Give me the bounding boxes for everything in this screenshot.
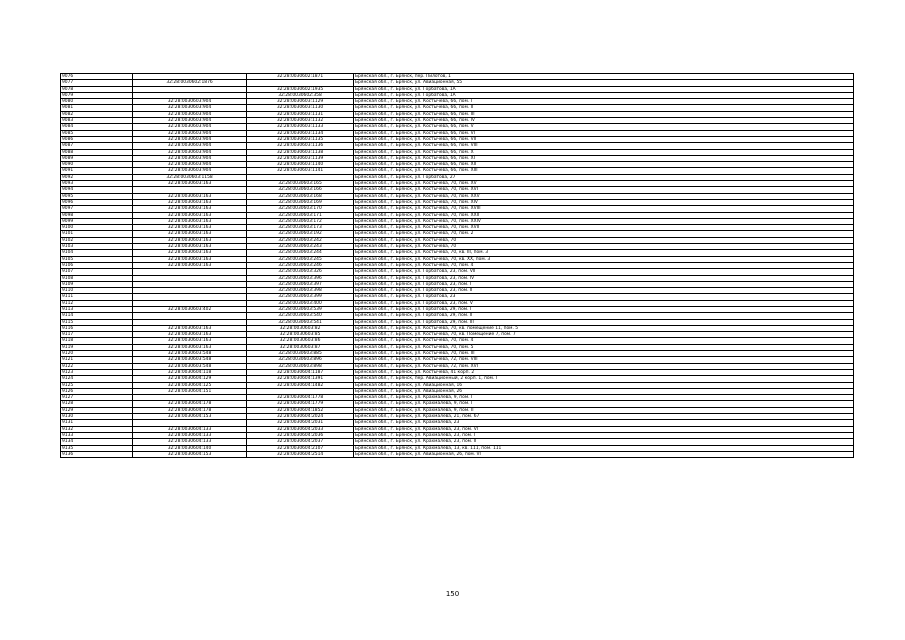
address-cell: Брянская обл., г. Брянск, ул. Костычева, 70, пом. XVII <box>354 225 854 231</box>
cadastral-number-cell: 32:28:0030603:170 <box>247 206 354 212</box>
table-row <box>61 451 854 457</box>
row-number-cell: 9119 <box>61 344 133 350</box>
address-cell: Брянская обл., г. Брянск, ул. Костычева, 66, пом. X <box>354 149 854 155</box>
cadastral-number-cell: 32:28:0030603:1139 <box>247 155 354 161</box>
parent-cadastral-number-cell: 32:28:0030603:904 <box>133 130 247 136</box>
address-cell: Брянская обл., г. Брянск, ул. Костычева, 70 <box>354 244 854 250</box>
cadastral-number-cell: 32:28:0030603:245 <box>247 256 354 262</box>
row-number-cell: 9088 <box>61 149 133 155</box>
row-number-cell: 9077 <box>61 80 133 86</box>
row-number-cell: 9078 <box>61 86 133 92</box>
cadastral-number-cell: 32:28:0030603:243 <box>247 244 354 250</box>
cadastral-number-cell: 32:28:0030604:2024 <box>247 414 354 420</box>
page-number: 150 <box>445 590 460 598</box>
parent-cadastral-number-cell: 32:28:0030603:904 <box>133 105 247 111</box>
address-cell: Брянская обл., г. Брянск, ул. Крахмалёва, 9, пом. I <box>354 395 854 401</box>
parent-cadastral-number-cell: 32:28:0030604:125 <box>133 382 247 388</box>
address-cell: Брянская обл., г. Брянск, ул. Костычева, 70, кв. помещение 11, пом. 5 <box>354 325 854 331</box>
row-number-cell: 9124 <box>61 376 133 382</box>
row-number-cell: 9132 <box>61 426 133 432</box>
address-cell: Брянская обл., г. Брянск, ул. Крахмалёва, 13, кв. 111, пом. 111 <box>354 445 854 451</box>
row-number-cell: 9104 <box>61 250 133 256</box>
row-number-cell: 9121 <box>61 357 133 363</box>
row-number-cell: 9116 <box>61 325 133 331</box>
cadastral-number-cell: 32:28:0030603:1131 <box>247 111 354 117</box>
address-cell: Брянская обл., г. Брянск, ул. Крахмалёва, 23, пом. VI <box>354 426 854 432</box>
address-cell: Брянская обл., г. Брянск, ул. Костычева, 70, пом. XIV <box>354 199 854 205</box>
address-cell: Брянская обл., г. Брянск, ул. Горбатова, 29, пом. III <box>354 319 854 325</box>
row-number-cell: 9135 <box>61 445 133 451</box>
cadastral-number-cell: 32:28:0030604:1187 <box>247 369 354 375</box>
row-number-cell: 9097 <box>61 206 133 212</box>
parent-cadastral-number-cell: 32:28:0030603:904 <box>133 149 247 155</box>
cadastral-number-cell: 32:28:0030603:397 <box>247 281 354 287</box>
parent-cadastral-number-cell: 32:28:0030603:163 <box>133 212 247 218</box>
cadastral-number-cell: 32:28:0030603:1138 <box>247 149 354 155</box>
row-number-cell: 9093 <box>61 181 133 187</box>
parent-cadastral-number-cell: 32:28:0030603:904 <box>133 99 247 105</box>
cadastral-number-cell: 32:28:0030603:169 <box>247 199 354 205</box>
address-cell: Брянская обл., г. Брянск, ул. Костычева, 70, пом. XXV <box>354 193 854 199</box>
parent-cadastral-number-cell: 32:28:0030604:129 <box>133 376 247 382</box>
address-cell: Брянская обл., г. Брянск, ул. Костычева, 70, пом. XVIII <box>354 206 854 212</box>
row-number-cell: 9076 <box>61 74 133 80</box>
row-number-cell: 9128 <box>61 401 133 407</box>
parent-cadastral-number-cell: 32:28:0030604:153 <box>133 414 247 420</box>
parent-cadastral-number-cell: 32:28:0030603:548 <box>133 363 247 369</box>
cadastral-number-cell: 32:28:0030603:165 <box>247 181 354 187</box>
cadastral-number-cell: 32:28:0030603:1140 <box>247 162 354 168</box>
address-cell: Брянская обл., г. Брянск, ул. Горбатова, 1А <box>354 92 854 98</box>
cadastral-number-cell: 32:28:0030604:1779 <box>247 401 354 407</box>
row-number-cell: 9115 <box>61 319 133 325</box>
row-number-cell: 9087 <box>61 143 133 149</box>
cadastral-number-cell: 32:28:0030603:168 <box>247 193 354 199</box>
cadastral-number-cell: 32:28:0030603:1135 <box>247 136 354 142</box>
cadastral-number-cell: 32:28:0030603:242 <box>247 237 354 243</box>
cadastral-number-cell: 32:28:0030603:192 <box>247 231 354 237</box>
address-cell: Брянская обл., г. Брянск, ул. Костычева, 66, пом. IV <box>354 118 854 124</box>
address-cell: Брянская обл., г. Брянск, ул. Костычева, 70, пом. XXII <box>354 212 854 218</box>
address-cell: Брянская обл., г. Брянск, ул. Костычева, 72, пом. VIII <box>354 357 854 363</box>
address-cell: Брянская обл., г. Брянск, ул. Крахмалёва, 21, пом. 67 <box>354 414 854 420</box>
address-cell: Брянская обл., г. Брянск, ул. Горбатова, 23, пом. V <box>354 300 854 306</box>
parent-cadastral-number-cell: 32:28:0030604:140 <box>133 445 247 451</box>
parent-cadastral-number-cell: 32:28:0030603:163 <box>133 199 247 205</box>
row-number-cell: 9102 <box>61 237 133 243</box>
cadastral-number-cell: 32:28:0030604:1778 <box>247 395 354 401</box>
row-number-cell: 9114 <box>61 313 133 319</box>
parent-cadastral-number-cell: 32:28:0030604:118 <box>133 369 247 375</box>
cadastral-number-cell: 32:28:0030604:2514 <box>247 451 354 457</box>
cadastral-number-cell: 32:28:0030603:85 <box>247 332 354 338</box>
row-number-cell: 9083 <box>61 118 133 124</box>
row-number-cell: 9129 <box>61 407 133 413</box>
parent-cadastral-number-cell: 32:28:0030604:153 <box>133 451 247 457</box>
row-number-cell: 9095 <box>61 193 133 199</box>
row-number-cell: 9091 <box>61 168 133 174</box>
address-cell: Брянская обл., г. Брянск, ул. Костычева, 70, кв. Помещение 7, пом. 7 <box>354 332 854 338</box>
address-cell: Брянская обл., г. Брянск, ул. Костычева, 70, пом. III <box>354 351 854 357</box>
parent-cadastral-number-cell: 32:28:0030604:151 <box>133 388 247 394</box>
cadastral-number-cell: 32:28:0030603:540 <box>247 313 354 319</box>
parent-cadastral-number-cell: 32:28:0030603:163 <box>133 344 247 350</box>
row-number-cell: 9094 <box>61 187 133 193</box>
row-number-cell: 9123 <box>61 369 133 375</box>
parent-cadastral-number-cell: 32:28:0030603:904 <box>133 162 247 168</box>
parent-cadastral-number-cell: 32:28:0030603:904 <box>133 155 247 161</box>
row-number-cell: 9080 <box>61 99 133 105</box>
address-cell: Брянская обл., г. Брянск, ул. Авиационная, 26, пом. VI <box>354 451 854 457</box>
cadastral-number-cell: 32:28:0030603:539 <box>247 306 354 312</box>
cadastral-number-cell: 32:28:0030603:1129 <box>247 99 354 105</box>
parent-cadastral-number-cell: 32:28:0030604:133 <box>133 439 247 445</box>
row-number-cell: 9110 <box>61 288 133 294</box>
row-number-cell: 9112 <box>61 300 133 306</box>
cadastral-number-cell: 32:28:0030604:1391 <box>247 376 354 382</box>
parent-cadastral-number-cell: 32:28:0030603:163 <box>133 237 247 243</box>
address-cell: Брянская обл., г. Брянск, ул. Костычева, 70, кв. III, пом. 3 <box>354 250 854 256</box>
cadastral-number-cell: 32:28:0030604:1852 <box>247 407 354 413</box>
address-cell: Брянская обл., г. Брянск, ул. Горбатова, 29, пом. I <box>354 306 854 312</box>
row-number-cell: 9085 <box>61 130 133 136</box>
parent-cadastral-number-cell: 32:28:0030604:133 <box>133 426 247 432</box>
address-cell: Брянская обл., г. Брянск, ул. Костычева, 66, пом. XI <box>354 155 854 161</box>
row-number-cell: 9133 <box>61 432 133 438</box>
cadastral-number-cell: 32:28:0030603:1134 <box>247 130 354 136</box>
parent-cadastral-number-cell: 32:28:0030603:163 <box>133 181 247 187</box>
address-cell: Брянская обл., г. Брянск, ул. Крахмалёва, 9, пом. I <box>354 401 854 407</box>
cadastral-number-cell: 32:28:0030603:896 <box>247 357 354 363</box>
cadastral-number-cell: 32:28:0030603:166 <box>247 187 354 193</box>
cadastral-number-cell: 32:28:0030603:898 <box>247 363 354 369</box>
address-cell: Брянская обл., г. Брянск, ул. Костычева, 66, пом. XIII <box>354 168 854 174</box>
parent-cadastral-number-cell: 32:28:0030603:163 <box>133 225 247 231</box>
address-cell: Брянская обл., г. Брянск, ул. Крахмалёва, 23, пом. II <box>354 439 854 445</box>
address-cell: Брянская обл., г. Брянск, ул. Авиационная, 26 <box>354 388 854 394</box>
address-cell: Брянская обл., г. Брянск, ул. Костычева, 70, пом. XVI <box>354 187 854 193</box>
row-number-cell: 9113 <box>61 306 133 312</box>
cadastral-number-cell: 32:28:0030602:1871 <box>247 74 354 80</box>
row-number-cell: 9089 <box>61 155 133 161</box>
cadastral-number-cell: 32:28:0030603:396 <box>247 275 354 281</box>
address-cell: Брянская обл., г. Брянск, ул. Горбатова, 1А <box>354 86 854 92</box>
parent-cadastral-number-cell: 32:28:0030603:163 <box>133 332 247 338</box>
row-number-cell: 9086 <box>61 136 133 142</box>
cadastral-number-cell: 32:28:0030603:173 <box>247 225 354 231</box>
cadastral-number-cell: 32:28:0030603:326 <box>247 269 354 275</box>
address-cell: Брянская обл., г. Брянск, ул. Костычева, 70, пом. XV <box>354 181 854 187</box>
cadastral-number-cell: 32:28:0030603:172 <box>247 218 354 224</box>
cadastral-number-cell: 32:28:0030604:2036 <box>247 432 354 438</box>
row-number-cell: 9108 <box>61 275 133 281</box>
address-cell: Брянская обл., г. Брянск, ул. Костычева, 70, пом. 2 <box>354 231 854 237</box>
address-cell: Брянская обл., г. Брянск, ул. Костычева, 70, пом. 4 <box>354 262 854 268</box>
cadastral-number-cell: 32:28:0030603:541 <box>247 319 354 325</box>
row-number-cell: 9120 <box>61 351 133 357</box>
address-cell: Брянская обл., г. Брянск, ул. Костычева, 41 корп. 2 <box>354 369 854 375</box>
row-number-cell: 9081 <box>61 105 133 111</box>
row-number-cell: 9084 <box>61 124 133 130</box>
cadastral-number-cell: 32:28:0030602:358 <box>247 92 354 98</box>
address-cell: Брянская обл., г. Брянск, ул. Горбатова, 27 <box>354 174 854 180</box>
row-number-cell: 9103 <box>61 244 133 250</box>
row-number-cell: 9107 <box>61 269 133 275</box>
cadastral-number-cell: 32:28:0030603:1130 <box>247 105 354 111</box>
row-number-cell: 9101 <box>61 231 133 237</box>
parent-cadastral-number-cell: 32:28:0030604:133 <box>133 432 247 438</box>
address-cell: Брянская обл., г. Брянск, ул. Крахмалёва, 9, пом. II <box>354 407 854 413</box>
cadastral-number-cell: 32:28:0030603:82 <box>247 325 354 331</box>
address-cell: Брянская обл., г. Брянск, ул. Авиационная, 55 <box>354 80 854 86</box>
address-cell: Брянская обл., г. Брянск, ул. Костычева, 70, кв. XX, пом. 3 <box>354 256 854 262</box>
row-number-cell: 9136 <box>61 451 133 457</box>
cadastral-number-cell: 32:28:0030603:246 <box>247 262 354 268</box>
parent-cadastral-number-cell: 32:28:0030603:548 <box>133 351 247 357</box>
row-number-cell: 9090 <box>61 162 133 168</box>
parent-cadastral-number-cell: 32:28:0030603:163 <box>133 231 247 237</box>
cadastral-number-cell: 32:28:0030604:2107 <box>247 445 354 451</box>
parent-cadastral-number-cell: 32:28:0030603:1158 <box>133 174 247 180</box>
row-number-cell: 9130 <box>61 414 133 420</box>
row-number-cell: 9082 <box>61 111 133 117</box>
address-cell: Брянская обл., г. Брянск, ул. Костычева, 66, пом. VI <box>354 130 854 136</box>
address-cell: Брянская обл., г. Брянск, ул. Костычева, 66, пом. III <box>354 111 854 117</box>
parent-cadastral-number-cell: 32:28:0030603:904 <box>133 124 247 130</box>
row-number-cell: 9105 <box>61 256 133 262</box>
parent-cadastral-number-cell: 32:28:0030603:904 <box>133 143 247 149</box>
row-number-cell: 9109 <box>61 281 133 287</box>
parent-cadastral-number-cell: 32:28:0030604:178 <box>133 407 247 413</box>
cadastral-number-cell: 32:28:0030603:399 <box>247 294 354 300</box>
address-cell: Брянская обл., г. Брянск, ул. Костычева, 66, пом. XII <box>354 162 854 168</box>
parent-cadastral-number-cell: 32:28:0030603:904 <box>133 111 247 117</box>
cadastral-number-cell: 32:28:0030603:400 <box>247 300 354 306</box>
parent-cadastral-number-cell: 32:28:0030603:163 <box>133 206 247 212</box>
address-cell: Брянская обл., г. Брянск, ул. Горбатова, 23, пом. II <box>354 288 854 294</box>
parent-cadastral-number-cell: 32:28:0030603:163 <box>133 250 247 256</box>
parent-cadastral-number-cell: 32:28:0030603:904 <box>133 136 247 142</box>
row-number-cell: 9111 <box>61 294 133 300</box>
parent-cadastral-number-cell: 32:28:0030603:163 <box>133 218 247 224</box>
row-number-cell: 9118 <box>61 338 133 344</box>
cadastral-number-cell: 32:28:0030603:244 <box>247 250 354 256</box>
cadastral-number-cell: 32:28:0030604:1482 <box>247 382 354 388</box>
cadastral-number-cell: 32:28:0030602:1935 <box>247 86 354 92</box>
cadastral-number-cell: 32:28:0030604:2033 <box>247 426 354 432</box>
address-cell: Брянская обл., г. Брянск, ул. Костычева, 70, пом. XXIV <box>354 218 854 224</box>
row-number-cell: 9127 <box>61 395 133 401</box>
row-number-cell: 9079 <box>61 92 133 98</box>
address-cell: Брянская обл., г. Брянск, ул. Крахмалёва, 23, пом. I <box>354 432 854 438</box>
row-number-cell: 9134 <box>61 439 133 445</box>
address-cell: Брянская обл., г. Брянск, ул. Горбатова, 29, пом. II <box>354 313 854 319</box>
address-cell: Брянская обл., г. Брянск, ул. Костычева, 66, пом. V <box>354 124 854 130</box>
address-cell: Брянская обл., г. Брянск, ул. Костычева, 66, пом. II <box>354 105 854 111</box>
cadastral-number-cell: 32:28:0030603:885 <box>247 351 354 357</box>
row-number-cell: 9125 <box>61 382 133 388</box>
parent-cadastral-number-cell: 32:28:0030603:163 <box>133 262 247 268</box>
parent-cadastral-number-cell: 32:28:0030603:904 <box>133 168 247 174</box>
address-cell: Брянская обл., г. Брянск, ул. Горбатова, 23 <box>354 294 854 300</box>
parent-cadastral-number-cell: 32:28:0030604:178 <box>133 401 247 407</box>
row-number-cell: 9092 <box>61 174 133 180</box>
row-number-cell: 9126 <box>61 388 133 394</box>
address-cell: Брянская обл., г. Брянск, пер. Авиационный, 2 корп. 1, пом. I <box>354 376 854 382</box>
address-cell: Брянская обл., г. Брянск, пер. Пилотов, 1 <box>354 74 854 80</box>
address-cell: Брянская обл., г. Брянск, ул. Костычева, 66, пом. VIII <box>354 143 854 149</box>
cadastral-number-cell: 32:28:0030603:87 <box>247 344 354 350</box>
row-number-cell: 9131 <box>61 420 133 426</box>
cadastral-number-cell: 32:28:0030604:2031 <box>247 420 354 426</box>
cadastral-number-cell: 32:28:0030603:398 <box>247 288 354 294</box>
cadastral-registry-table <box>60 73 854 458</box>
parent-cadastral-number-cell: 32:28:0030603:548 <box>133 357 247 363</box>
address-cell: Брянская обл., г. Брянск, ул. Костычева, 70, пом. 5 <box>354 344 854 350</box>
address-cell: Брянская обл., г. Брянск, ул. Горбатова, 23, пом. I <box>354 281 854 287</box>
parent-cadastral-number-cell: 32:28:0030603:163 <box>133 325 247 331</box>
cadastral-number-cell: 32:28:0030603:1133 <box>247 124 354 130</box>
row-number-cell: 9122 <box>61 363 133 369</box>
cadastral-number-cell: 32:28:0030603:171 <box>247 212 354 218</box>
parent-cadastral-number-cell: 32:28:0030603:163 <box>133 193 247 199</box>
address-cell: Брянская обл., г. Брянск, ул. Костычева, 66, пом. VII <box>354 136 854 142</box>
row-number-cell: 9100 <box>61 225 133 231</box>
parent-cadastral-number-cell: 32:28:0030602:1876 <box>133 80 247 86</box>
registry-table-body <box>61 74 854 458</box>
row-number-cell: 9096 <box>61 199 133 205</box>
address-cell: Брянская обл., г. Брянск, ул. Крахмалёва, 23 <box>354 420 854 426</box>
row-number-cell: 9099 <box>61 218 133 224</box>
cadastral-number-cell: 32:28:0030604:2037 <box>247 439 354 445</box>
parent-cadastral-number-cell: 32:28:0030603:904 <box>133 118 247 124</box>
row-number-cell: 9098 <box>61 212 133 218</box>
row-number-cell: 9106 <box>61 262 133 268</box>
parent-cadastral-number-cell: 32:28:0030603:402 <box>133 306 247 312</box>
address-cell: Брянская обл., г. Брянск, ул. Авиационная, 16 <box>354 382 854 388</box>
parent-cadastral-number-cell: 32:28:0030603:163 <box>133 256 247 262</box>
address-cell: Брянская обл., г. Брянск, ул. Костычева, 70 <box>354 237 854 243</box>
parent-cadastral-number-cell: 32:28:0030603:163 <box>133 244 247 250</box>
parent-cadastral-number-cell: 32:28:0030603:163 <box>133 338 247 344</box>
address-cell: Брянская обл., г. Брянск, ул. Костычева, 72, пом. XVI <box>354 363 854 369</box>
address-cell: Брянская обл., г. Брянск, ул. Костычева, 66, пом. I <box>354 99 854 105</box>
cadastral-number-cell: 32:28:0030603:1136 <box>247 143 354 149</box>
cadastral-number-cell: 32:28:0030603:1132 <box>247 118 354 124</box>
address-cell: Брянская обл., г. Брянск, ул. Горбатова, 23, пом. VII <box>354 269 854 275</box>
row-number-cell: 9117 <box>61 332 133 338</box>
cadastral-number-cell: 32:28:0030603:86 <box>247 338 354 344</box>
address-cell: Брянская обл., г. Брянск, ул. Горбатова, 23, пом. IV <box>354 275 854 281</box>
cadastral-number-cell: 32:28:0030603:1141 <box>247 168 354 174</box>
address-cell: Брянская обл., г. Брянск, ул. Костычева, 70, пом. 4 <box>354 338 854 344</box>
